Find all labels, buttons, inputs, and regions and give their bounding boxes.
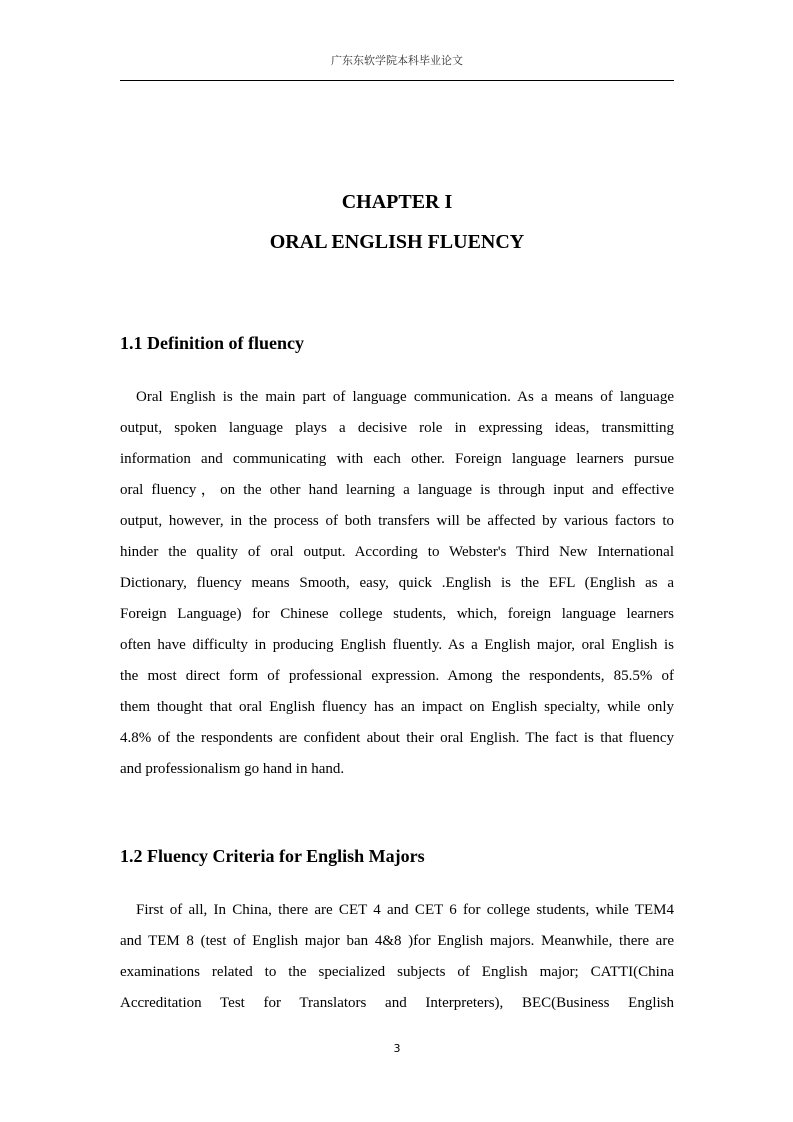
section-1-1-paragraph [120,382,674,785]
paragraph-line: First of all, In China, there are CET 4 and CET 6 for college students, while TEM4 [136,902,674,918]
paragraph-line: often have difficulty in producing English fluently. As a English major, oral English is [120,637,674,653]
paragraph-line: output, spoken language plays a decisive role in expressing ideas, transmitting [120,420,674,436]
running-header: 广东东软学院本科毕业论文 [331,54,463,67]
paragraph-line: Oral English is the main part of language communication. As a means of language [136,389,674,405]
section-heading-1-1: 1.1 Definition of fluency [120,333,304,353]
paragraph-line: Accreditation Test for Translators and Interpreters), BEC(Business English [120,995,674,1011]
paragraph-line: Dictionary, fluency means Smooth, easy, quick .English is the EFL (English as a [120,575,674,591]
paragraph-line: hinder the quality of oral output. According to Webster's Third New International [120,544,674,560]
paragraph-line: output, however, in the process of both transfers will be affected by various factors to [120,513,674,529]
chapter-title: ORAL ENGLISH FLUENCY [269,231,525,253]
paragraph-line: them thought that oral English fluency has an impact on English specialty, while only [120,699,674,715]
paragraph-line: examinations related to the specialized subjects of English major; CATTI(China [120,964,674,980]
section-1-2-paragraph [120,895,674,1019]
paragraph-line: information and communicating with each other. Foreign language learners pursue [120,451,674,467]
header-rule [120,80,674,81]
paragraph-line: the most direct form of professional expression. Among the respondents, 85.5% of [120,668,674,684]
paragraph-line: and TEM 8 (test of English major ban 4&8 )for English majors. Meanwhile, there are [120,933,674,949]
paragraph-line: oral fluency，on the other hand learning a language is through input and effective [120,482,674,498]
paragraph-line: Foreign Language) for Chinese college students, which, foreign language learners [120,606,674,622]
chapter-number: CHAPTER I [341,191,453,213]
page-number: 3 [393,1042,401,1055]
paragraph-line: 4.8% of the respondents are confident about their oral English. The fact is that fluency [120,730,674,746]
section-heading-1-2: 1.2 Fluency Criteria for English Majors [120,846,425,866]
paragraph-line: and professionalism go hand in hand. [120,761,345,777]
